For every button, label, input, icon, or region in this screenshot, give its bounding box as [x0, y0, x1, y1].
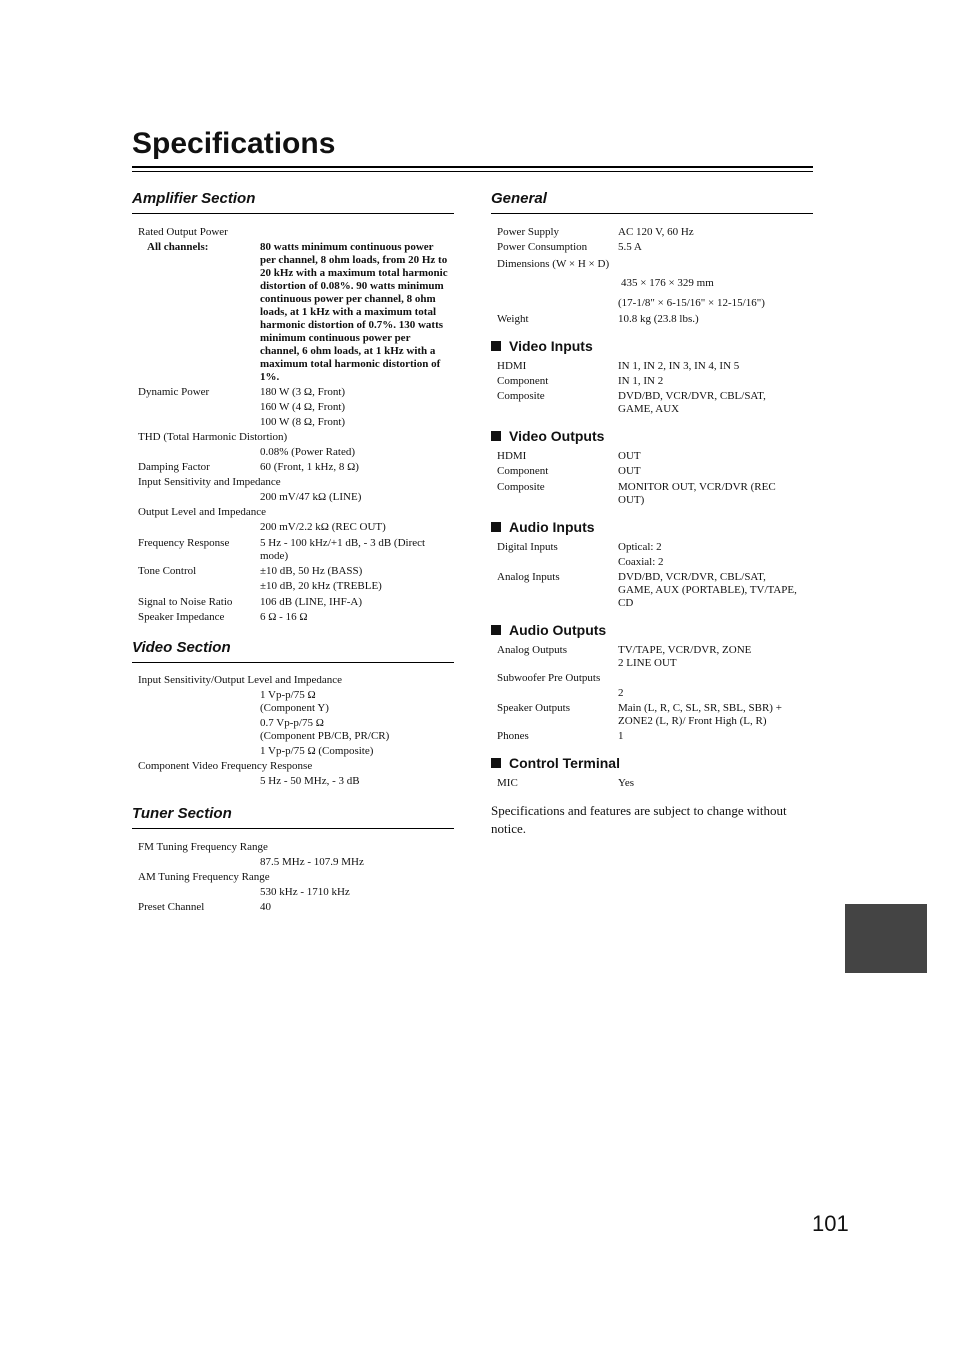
spec-label: HDMI: [497, 360, 527, 372]
spec-value: 40: [260, 901, 271, 913]
spec-label: Input Sensitivity/Output Level and Impedance: [138, 674, 343, 686]
spec-label: Composite: [497, 390, 545, 402]
spec-label: Tone Control: [138, 565, 197, 577]
spec-value: 2: [618, 687, 624, 699]
spec-row: [491, 644, 813, 670]
spec-label: AM Tuning Frequency Range: [138, 871, 270, 883]
spec-label: Power Supply: [497, 226, 560, 238]
spec-value: 200 mV/47 kΩ (LINE): [260, 491, 362, 503]
spec-row: [491, 702, 813, 728]
spec-value: 435 × 176 × 329 mm: [621, 277, 714, 289]
spec-value: Coaxial: 2: [618, 556, 664, 568]
spec-value: DVD/BD, VCR/DVR, CBL/SAT, GAME, AUX: [618, 390, 766, 415]
spec-value: Optical: 2: [618, 541, 662, 553]
spec-value: IN 1, IN 2, IN 3, IN 4, IN 5: [618, 360, 740, 372]
spec-row: [491, 390, 813, 416]
title-rule-thin: [132, 171, 813, 172]
spec-value: 1 Vp-p/75 Ω (Composite): [260, 745, 374, 757]
spec-value: 106 dB (LINE, IHF-A): [260, 596, 363, 608]
square-bullet-icon: [491, 625, 501, 635]
spec-row: [132, 241, 454, 384]
spec-value: 5.5 A: [618, 241, 642, 253]
spec-value: 0.7 Vp-p/75 Ω: [260, 717, 324, 729]
spec-row: [132, 537, 454, 563]
spec-row: [132, 611, 454, 624]
general-section-heading: General: [491, 190, 813, 214]
spec-value: Yes: [618, 777, 635, 789]
spec-value: 5 Hz - 100 kHz/+1 dB, - 3 dB (Direct mode): [260, 537, 426, 562]
spec-value: IN 1, IN 2: [618, 375, 664, 387]
spec-value: ±10 dB, 20 kHz (TREBLE): [260, 580, 382, 592]
spec-value: (Component PB/CB, PR/CR): [260, 730, 390, 742]
spec-value: DVD/BD, VCR/DVR, CBL/SAT, GAME, AUX (PORTABLE), TV/TAPE, CD: [618, 571, 797, 609]
spec-row: [132, 461, 454, 474]
spec-label: Signal to Noise Ratio: [138, 596, 233, 608]
spec-row: [491, 730, 813, 743]
spec-value: 10.8 kg (23.8 lbs.): [618, 313, 699, 325]
spec-value: 6 Ω - 16 Ω: [260, 611, 308, 623]
spec-value: TV/TAPE, VCR/DVR, ZONE 2 LINE OUT: [618, 644, 752, 669]
spec-label: MIC: [497, 777, 518, 789]
square-bullet-icon: [491, 431, 501, 441]
spec-label: Input Sensitivity and Impedance: [138, 476, 281, 488]
tuner-section-heading: Tuner Section: [132, 805, 454, 829]
spec-value: AC 120 V, 60 Hz: [618, 226, 694, 238]
spec-value: 160 W (4 Ω, Front): [260, 401, 346, 413]
spec-label: Component Video Frequency Response: [138, 760, 313, 772]
spec-label: Weight: [497, 313, 529, 325]
spec-value: 87.5 MHz - 107.9 MHz: [260, 856, 364, 868]
spec-value: 1: [618, 730, 624, 742]
spec-row: [491, 450, 813, 463]
video-inputs-heading: Video Inputs: [491, 338, 813, 354]
square-bullet-icon: [491, 758, 501, 768]
spec-row: [491, 481, 813, 507]
spec-label: Frequency Response: [138, 537, 230, 549]
spec-row: [491, 241, 813, 254]
spec-value: (17-1/8" × 6-15/16" × 12-15/16"): [618, 297, 765, 309]
spec-label: Subwoofer Pre Outputs: [497, 672, 601, 684]
spec-value: OUT: [618, 465, 641, 477]
spec-label: Speaker Impedance: [138, 611, 225, 623]
disclaimer-note: Specifications and features are subject to change without notice.: [491, 803, 787, 836]
page-title: Specifications: [132, 127, 336, 160]
spec-value: 200 mV/2.2 kΩ (REC OUT): [260, 521, 386, 533]
spec-value: (Component Y): [260, 702, 329, 714]
spec-value: 5 Hz - 50 MHz, - 3 dB: [260, 775, 360, 787]
spec-row: [491, 360, 813, 373]
spec-label: Analog Outputs: [497, 644, 567, 656]
spec-value: MONITOR OUT, VCR/DVR (REC OUT): [618, 481, 776, 506]
spec-row: [132, 596, 454, 609]
spec-row: [132, 386, 454, 399]
spec-value: 180 W (3 Ω, Front): [260, 386, 346, 398]
spec-value: OUT: [618, 450, 641, 462]
spec-label: Preset Channel: [138, 901, 205, 913]
spec-row: [491, 571, 813, 610]
spec-label: Composite: [497, 481, 545, 493]
audio-inputs-heading: Audio Inputs: [491, 519, 813, 535]
spec-label: Dynamic Power: [138, 386, 210, 398]
spec-label: HDMI: [497, 450, 527, 462]
spec-label: Component: [497, 375, 549, 387]
spec-label: Digital Inputs: [497, 541, 558, 553]
spec-label: Output Level and Impedance: [138, 506, 266, 518]
audio-outputs-heading: Audio Outputs: [491, 622, 813, 638]
spec-label: Analog Inputs: [497, 571, 560, 583]
video-outputs-heading: Video Outputs: [491, 428, 813, 444]
spec-label: Damping Factor: [138, 461, 210, 473]
spec-label: Rated Output Power: [138, 226, 228, 238]
spec-value: 530 kHz - 1710 kHz: [260, 886, 350, 898]
video-section-heading: Video Section: [132, 639, 454, 663]
spec-value: ±10 dB, 50 Hz (BASS): [260, 565, 363, 577]
control-terminal-heading: Control Terminal: [491, 755, 813, 771]
spec-label: Component: [497, 465, 549, 477]
title-rule: [132, 166, 813, 168]
spec-value: 60 (Front, 1 kHz, 8 Ω): [260, 461, 359, 473]
spec-label: Speaker Outputs: [497, 702, 571, 714]
spec-row: [491, 465, 813, 478]
left-column: [132, 190, 454, 914]
spec-value: 80 watts minimum continuous power per channel, 8 ohm loads, from 20 Hz to 20 kHz with a maximum total harmonic distortion of 0.08%. 90 watts minimum continuous power per channel, 8 ohm loads, at 1 kHz with a maximum total harmonic distortion of 0.7%. 130 watts minimum continuous power per channel, 6 ohm loads, at 1 kHz with a maximum total harmonic distortion of 1%.: [260, 241, 448, 383]
spec-row: [491, 226, 813, 239]
amplifier-section-heading: Amplifier Section: [132, 190, 454, 214]
spec-label: THD (Total Harmonic Distortion): [138, 431, 288, 443]
spec-label: FM Tuning Frequency Range: [138, 841, 268, 853]
spec-label: All channels:: [147, 241, 209, 253]
spec-value: 100 W (8 Ω, Front): [260, 416, 346, 428]
spec-row: [132, 226, 454, 239]
spec-row: [132, 565, 454, 578]
spec-label: Phones: [497, 730, 529, 742]
spec-value: Main (L, R, C, SL, SR, SBL, SBR) + ZONE2 (L, R)/ Front High (L, R): [618, 702, 782, 727]
spec-value: 0.08% (Power Rated): [260, 446, 356, 458]
spec-row: [491, 375, 813, 388]
spec-row: [491, 541, 813, 554]
spec-row: [132, 901, 454, 914]
square-bullet-icon: [491, 341, 501, 351]
spec-label: Dimensions (W × H × D): [497, 258, 610, 270]
spec-label: Power Consumption: [497, 241, 588, 253]
spec-row: [491, 777, 813, 790]
spec-value: 1 Vp-p/75 Ω: [260, 689, 316, 701]
page-number: 101: [812, 1211, 849, 1236]
right-column: [491, 190, 813, 838]
side-tab-marker: [845, 904, 927, 973]
square-bullet-icon: [491, 522, 501, 532]
spec-row: [491, 313, 813, 326]
